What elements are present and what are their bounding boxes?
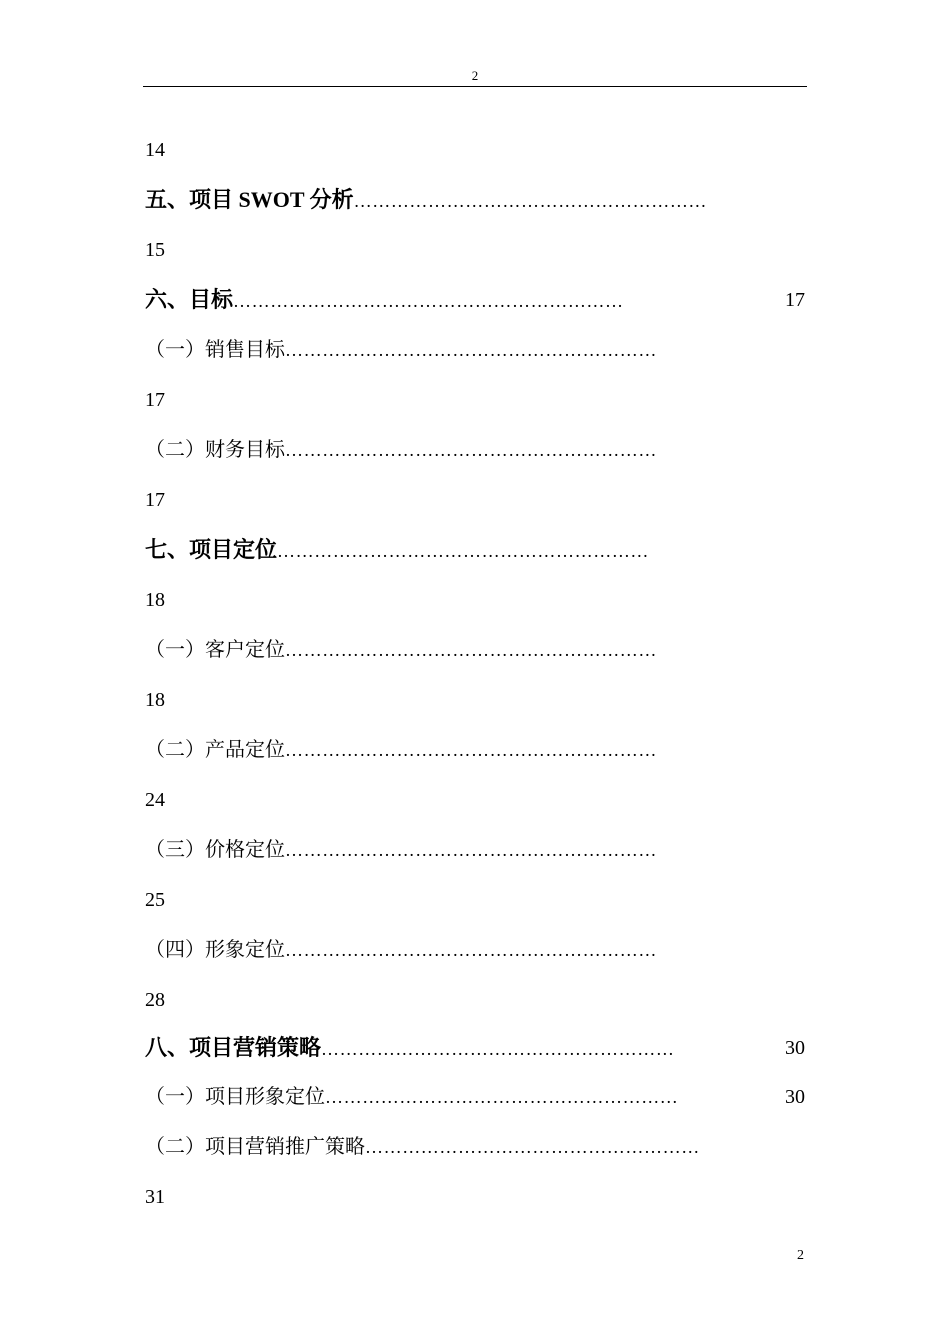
toc-page-number: 24	[145, 789, 165, 811]
toc-leader-dots: ……………………………………………………	[285, 440, 657, 460]
toc-page-number: 28	[145, 989, 165, 1011]
toc-entry	[145, 937, 807, 963]
toc-leader-dots: ……………………………………………………	[285, 840, 657, 860]
toc-page-number: 17	[145, 489, 165, 511]
toc-page-number-line	[145, 987, 807, 1013]
toc-page-number-line	[145, 787, 807, 813]
toc-leader-dots: …………………………………………………	[325, 1087, 679, 1107]
toc-entry	[145, 637, 807, 663]
toc-page-number-line	[145, 387, 807, 413]
header-page-number: 2	[471, 68, 479, 83]
toc-page-number: 15	[145, 239, 165, 261]
toc-entry	[145, 437, 807, 463]
toc-leader-dots: ……………………………………………………	[285, 340, 657, 360]
toc-entry	[145, 1134, 807, 1160]
toc-page-number-line	[145, 687, 807, 713]
toc-leader-dots: ……………………………………………………	[285, 940, 657, 960]
toc-entry-title: （二）产品定位	[145, 739, 285, 761]
toc-entry-page-number: 30	[781, 1084, 805, 1110]
toc-page-number: 31	[145, 1186, 165, 1208]
toc-leader-dots: …………………………………………………	[353, 191, 708, 211]
toc-leader-dots: …………………………………………………	[321, 1039, 675, 1059]
toc-entry	[145, 837, 807, 863]
toc-page-number-line	[145, 887, 807, 913]
toc-page-number-line	[145, 487, 807, 513]
toc-leader-dots: ……………………………………………………	[285, 640, 657, 660]
toc-entry-page-number: 17	[781, 287, 805, 313]
toc-entry-page-number: 30	[781, 1035, 805, 1061]
toc-page-number-line	[145, 237, 807, 263]
toc-page-number-line	[145, 137, 807, 163]
toc-entry	[145, 1035, 807, 1062]
toc-leader-dots: ………………………………………………	[365, 1137, 700, 1157]
toc-entry-title: 七、项目定位	[145, 537, 278, 562]
toc-entry-title: （二）财务目标	[145, 439, 285, 461]
toc-entry-title: 八、项目营销策略	[145, 1035, 322, 1060]
toc-entry-title: （一）销售目标	[145, 339, 285, 361]
header-rule	[143, 86, 807, 87]
toc-entry	[145, 287, 807, 314]
toc-entry-title: （三）价格定位	[145, 839, 285, 861]
toc-entry	[145, 187, 807, 214]
toc-page-number: 18	[145, 689, 165, 711]
footer-page-number: 2	[797, 1248, 804, 1263]
toc-entry-title: （一）客户定位	[145, 639, 285, 661]
toc-entry	[145, 737, 807, 763]
toc-entry-title: （二）项目营销推广策略	[145, 1136, 365, 1158]
toc-entry-title: （四）形象定位	[145, 939, 285, 961]
toc-leader-dots: ………………………………………………………	[233, 291, 624, 311]
toc-page-number-line	[145, 1184, 807, 1210]
toc-entry-title: （一）项目形象定位	[145, 1086, 325, 1108]
toc-entry	[145, 537, 807, 564]
toc-entry-title: 六、目标	[145, 287, 234, 312]
toc-page-number-line	[145, 587, 807, 613]
toc-page-number: 25	[145, 889, 165, 911]
toc-entry	[145, 337, 807, 363]
toc-leader-dots: ……………………………………………………	[277, 541, 650, 561]
toc-entry-title: 五、项目 SWOT 分析	[145, 187, 354, 212]
toc-page-number: 18	[145, 589, 165, 611]
toc-page-number: 17	[145, 389, 165, 411]
toc-entry	[145, 1084, 807, 1110]
toc-leader-dots: ……………………………………………………	[285, 740, 657, 760]
toc-page-number: 14	[145, 139, 165, 161]
